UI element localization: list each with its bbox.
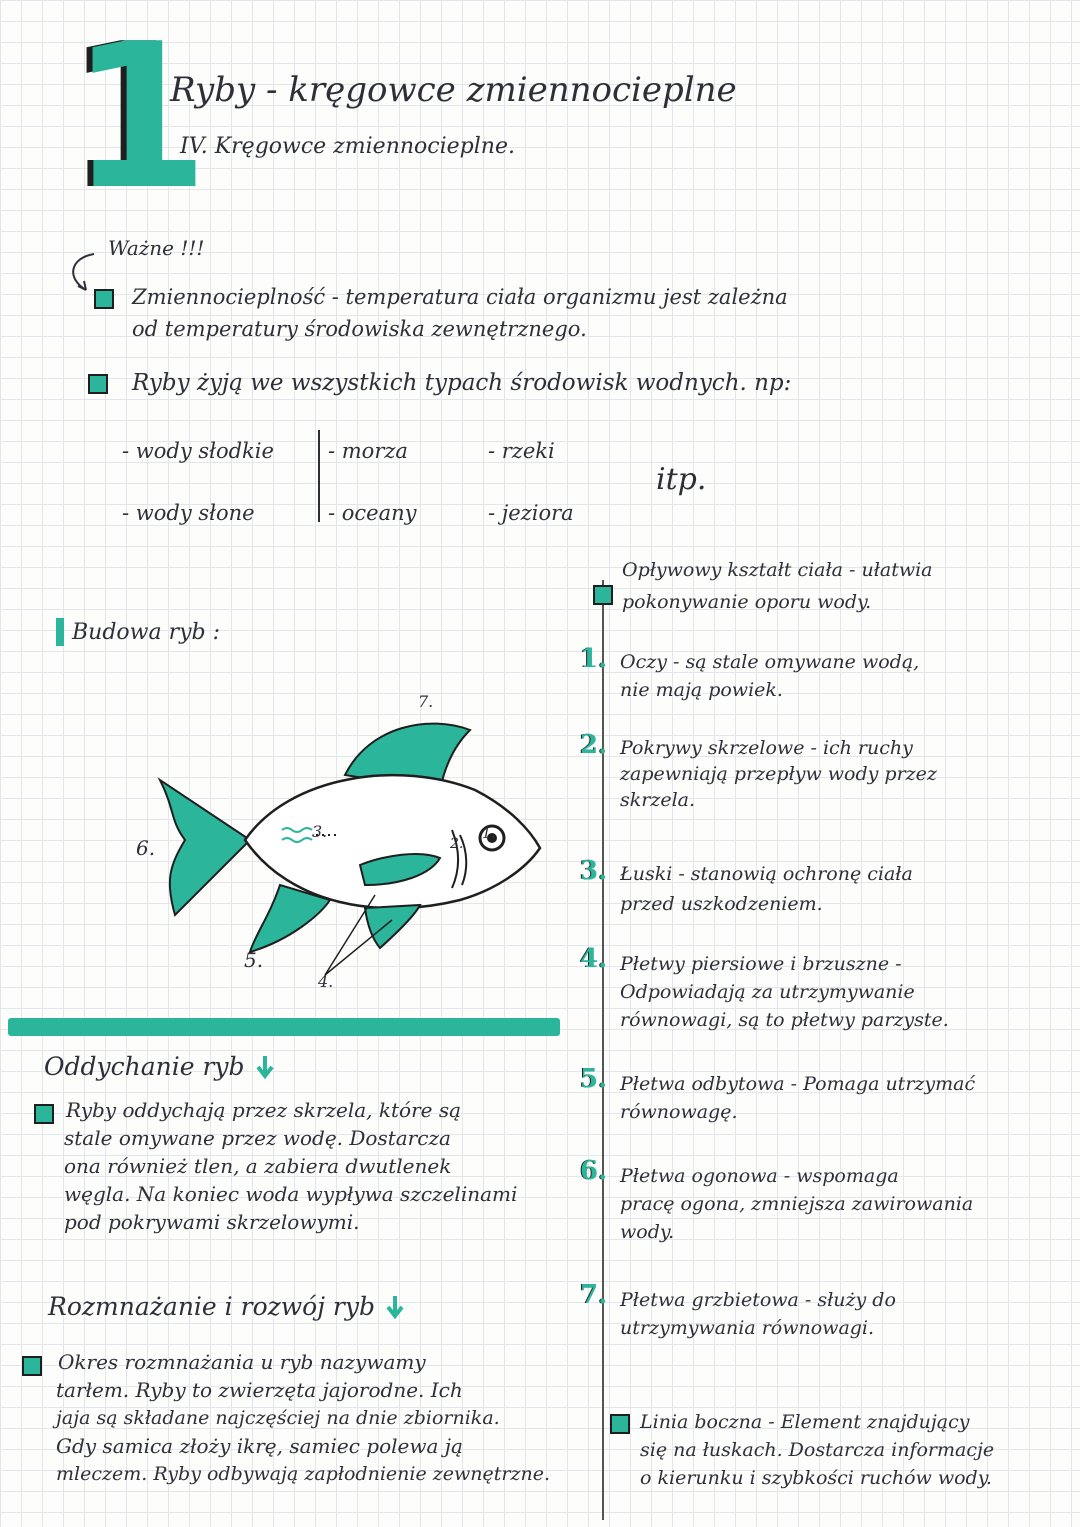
breathing-heading bbox=[44, 1052, 275, 1081]
reproduction-line: Okres rozmnażania u ryb nazywamy bbox=[58, 1350, 426, 1374]
page-subtitle: IV. Kręgowce zmiennocieplne. bbox=[180, 134, 515, 159]
streamlined-line-1: Opływowy kształt ciała - ułatwia bbox=[622, 559, 933, 581]
fish-label: 3. bbox=[312, 822, 328, 841]
checkbox-icon bbox=[34, 1104, 54, 1124]
habitat-item: - rzeki bbox=[488, 439, 555, 463]
reproduction-line: jaja są składane najczęściej na dnie zbiornika. bbox=[56, 1407, 500, 1429]
breathing-line: pod pokrywami skrzelowymi. bbox=[64, 1210, 360, 1234]
habitat-item: - morza bbox=[328, 439, 408, 463]
fish-label: 4. bbox=[318, 972, 334, 991]
checkbox-icon bbox=[94, 289, 114, 309]
lateral-line-2: się na łuskach. Dostarcza informacje bbox=[640, 1439, 995, 1461]
breathing-heading-text: Oddychanie ryb bbox=[44, 1052, 245, 1081]
lateral-line-3: o kierunku i szybkości ruchów wody. bbox=[640, 1467, 992, 1489]
checkbox-icon bbox=[610, 1414, 630, 1434]
fish-label: 7. bbox=[418, 692, 434, 711]
fish-label: 2. bbox=[450, 836, 464, 852]
breathing-line: ona również tlen, a zabiera dwutlenek bbox=[64, 1154, 452, 1178]
reproduction-line: Gdy samica złoży ikrę, samiec polewa ją bbox=[56, 1434, 463, 1458]
habitat-item: - oceany bbox=[328, 501, 417, 525]
habitat-item: - wody słone bbox=[122, 501, 255, 525]
page-title: Ryby - kręgowce zmiennocieplne bbox=[170, 70, 737, 110]
checkbox-icon bbox=[22, 1356, 42, 1376]
heading-marker bbox=[56, 618, 64, 646]
arrow-down-icon bbox=[255, 1054, 275, 1080]
habitats-intro: Ryby żyją we wszystkich typach środowisk wodnych. np: bbox=[132, 370, 792, 396]
fish-label: 6. bbox=[136, 836, 156, 860]
habitat-etc: itp. bbox=[656, 462, 707, 497]
lateral-line-1: Linia boczna - Element znajdujący bbox=[640, 1411, 970, 1433]
arrow-down-icon bbox=[385, 1294, 405, 1320]
important-label: Ważne !!! bbox=[108, 236, 205, 260]
fish-illustration bbox=[130, 690, 560, 1000]
reproduction-heading-text: Rozmnażanie i rozwój ryb bbox=[48, 1292, 376, 1321]
habitat-item: - wody słodkie bbox=[122, 439, 274, 463]
definition-line-2: od temperatury środowiska zewnętrznego. bbox=[132, 317, 587, 341]
streamlined-line-2: pokonywanie oporu wody. bbox=[622, 591, 872, 613]
breathing-line: Ryby oddychają przez skrzela, które są bbox=[66, 1098, 462, 1122]
reproduction-heading bbox=[48, 1292, 405, 1321]
habitat-item: - jeziora bbox=[488, 501, 574, 525]
reproduction-line: tarłem. Ryby to zwierzęta jajorodne. Ich bbox=[56, 1378, 463, 1402]
section-divider bbox=[8, 1018, 560, 1036]
checkbox-icon bbox=[593, 585, 613, 605]
budowa-heading-text: Budowa ryb : bbox=[72, 619, 221, 645]
breathing-line: stale omywane przez wodę. Dostarcza bbox=[64, 1126, 451, 1150]
reproduction-line: mleczem. Ryby odbywają zapłodnienie zewnętrzne. bbox=[56, 1463, 550, 1485]
budowa-heading bbox=[56, 618, 220, 646]
checkbox-icon bbox=[88, 374, 108, 394]
chapter-number: 1 bbox=[70, 1, 210, 234]
definition-line-1: Zmiennocieplność - temperatura ciała organizmu jest zależna bbox=[132, 285, 788, 309]
fish-label: 5. bbox=[244, 948, 264, 972]
breathing-line: węgla. Na koniec woda wypływa szczelinami bbox=[64, 1182, 518, 1206]
fish-label: 1. bbox=[482, 826, 496, 842]
